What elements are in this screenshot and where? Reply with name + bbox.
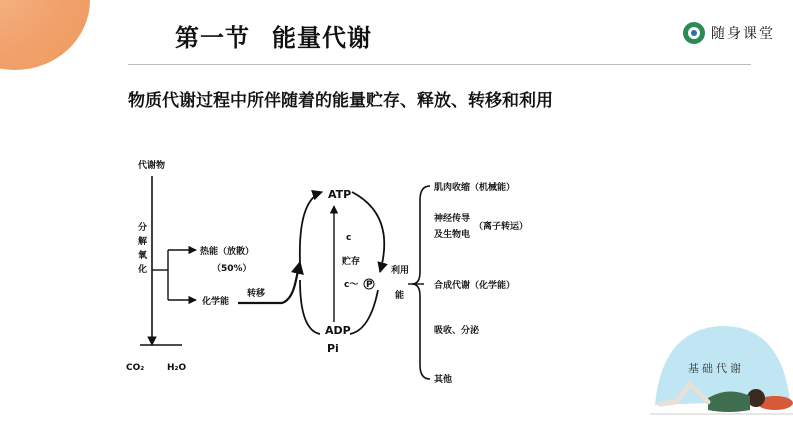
phosphate-label: P	[366, 280, 373, 290]
c-top-label: c	[346, 233, 352, 243]
chemical-label: 化学能	[202, 297, 230, 307]
use-energy-label: 能	[395, 291, 405, 301]
pi-label: Pi	[327, 342, 339, 355]
store-label: 贮存	[342, 257, 361, 267]
illustration-caption: 基础代谢	[688, 362, 744, 375]
oxidation-char-2: 解	[138, 237, 148, 247]
output-muscle: 肌肉收缩（机械能）	[434, 183, 516, 193]
heat-percent: （50%）	[212, 264, 252, 274]
output-other: 其他	[434, 375, 453, 385]
output-nerve: 神经传导	[434, 214, 471, 224]
subtitle: 物质代谢过程中所伴随着的能量贮存、释放、转移和利用	[128, 91, 553, 111]
brand-text: 随身课堂	[711, 26, 775, 42]
metabolite-label: 代谢物	[138, 161, 166, 171]
feet-icon	[660, 402, 676, 404]
use-label: 利用	[391, 266, 410, 276]
c-tilde-label: c～	[344, 280, 359, 290]
output-ion-transport: （离子转运）	[474, 222, 529, 232]
transfer-label: 转移	[247, 289, 266, 299]
heat-label: 热能（放散）	[200, 247, 255, 257]
atp-label: ATP	[328, 188, 352, 201]
output-anabolism: 合成代谢（化学能）	[434, 281, 516, 291]
title-topic: 能量代谢	[272, 24, 372, 52]
output-bioelectric: 及生物电	[434, 230, 471, 240]
co2-label: CO₂	[126, 363, 145, 373]
oxidation-char-1: 分	[138, 223, 148, 233]
oxidation-char-4: 化	[138, 265, 148, 275]
title-section: 第一节	[175, 24, 250, 52]
oxidation-char-3: 氧	[138, 251, 148, 261]
adp-label: ADP	[325, 324, 351, 337]
h2o-label: H₂O	[167, 363, 187, 373]
output-absorption: 吸收、分泌	[434, 326, 480, 336]
